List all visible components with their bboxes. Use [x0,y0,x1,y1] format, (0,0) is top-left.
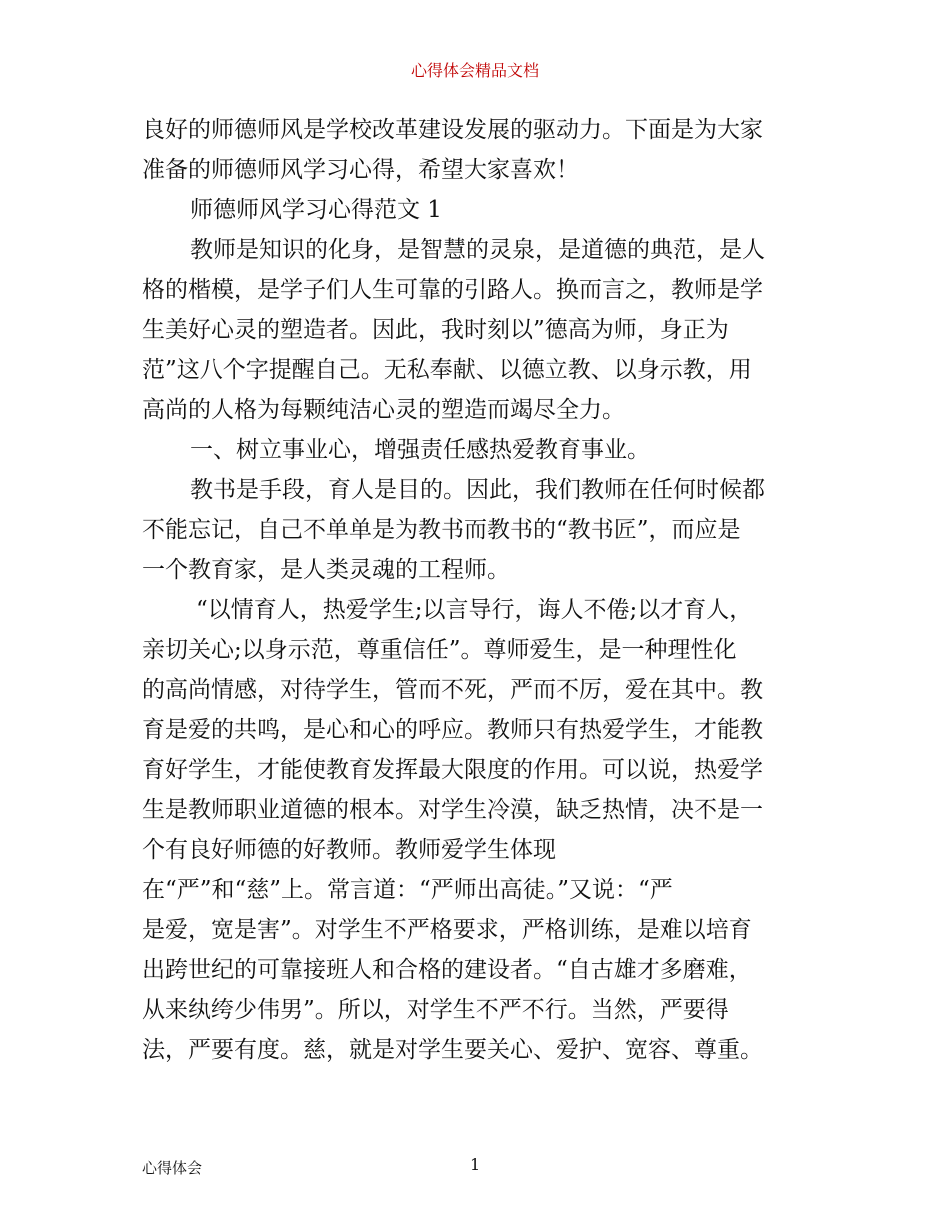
document-body [142,110,812,1070]
body-line: 出跨世纪的可靠接班人和合格的建设者。“自古雄才多磨难， [142,957,752,983]
body-line: 格的楷模，是学子们人生可靠的引路人。换而言之，教师是学 [142,277,763,303]
subheading: 一、树立事业心，增强责任感热爱教育事业。 [190,437,650,463]
body-line: 良好的师德师风是学校改革建设发展的驱动力。下面是为大家 [142,117,763,143]
body-line: 育好学生，才能使教育发挥最大限度的作用。可以说，热爱学 [142,757,763,783]
body-line: 的高尚情感，对待学生，管而不死，严而不厉，爱在其中。教 [142,677,763,703]
body-line: 法，严要有度。慈，就是对学生要关心、爱护、宽容、尊重。 [142,1037,763,1063]
body-line: 一个教育家，是人类灵魂的工程师。 [142,557,510,583]
footer-label: 心得体会 [142,1159,203,1177]
body-line: 生是教师职业道德的根本。对学生冷漠，缺乏热情，决不是一 [142,797,763,823]
body-line: “以情育人，热爱学生;以言导行，诲人不倦;以才育人， [196,597,753,623]
page-number: 1 [470,1155,481,1174]
body-line: 生美好心灵的塑造者。因此，我时刻以”德高为师，身正为 [142,317,729,343]
body-line: 高尚的人格为每颗纯洁心灵的塑造而竭尽全力。 [142,397,625,423]
body-line: 教师是知识的化身，是智慧的灵泉，是道德的典范，是人 [190,237,765,263]
body-line: 是爱，宽是害”。对学生不严格要求，严格训练，是难以培育 [142,917,752,943]
body-line: 不能忘记，自己不单单是为教书而教书的“教书匠”，而应是 [142,517,741,543]
section-heading: 师德师风学习心得范文 1 [190,197,442,223]
body-line: 从来纨绔少伟男”。所以，对学生不严不行。当然，严要得 [142,997,729,1023]
body-line: 准备的师德师风学习心得，希望大家喜欢！ [142,157,579,183]
body-line: 教书是手段，育人是目的。因此，我们教师在任何时候都 [190,477,765,503]
page-header-title: 心得体会精品文档 [410,61,539,80]
body-line: 育是爱的共鸣，是心和心的呼应。教师只有热爱学生，才能教 [142,717,763,743]
body-line: 亲切关心;以身示范，尊重信任”。尊师爱生，是一种理性化 [142,637,737,663]
body-line: 个有良好师德的好教师。教师爱学生体现 [142,837,556,863]
body-line: 在“严”和“慈”上。常言道：“严师出高徒。”又说：“严 [142,877,673,903]
body-line: 范”这八个字提醒自己。无私奉献、以德立教、以身示教，用 [142,357,752,383]
